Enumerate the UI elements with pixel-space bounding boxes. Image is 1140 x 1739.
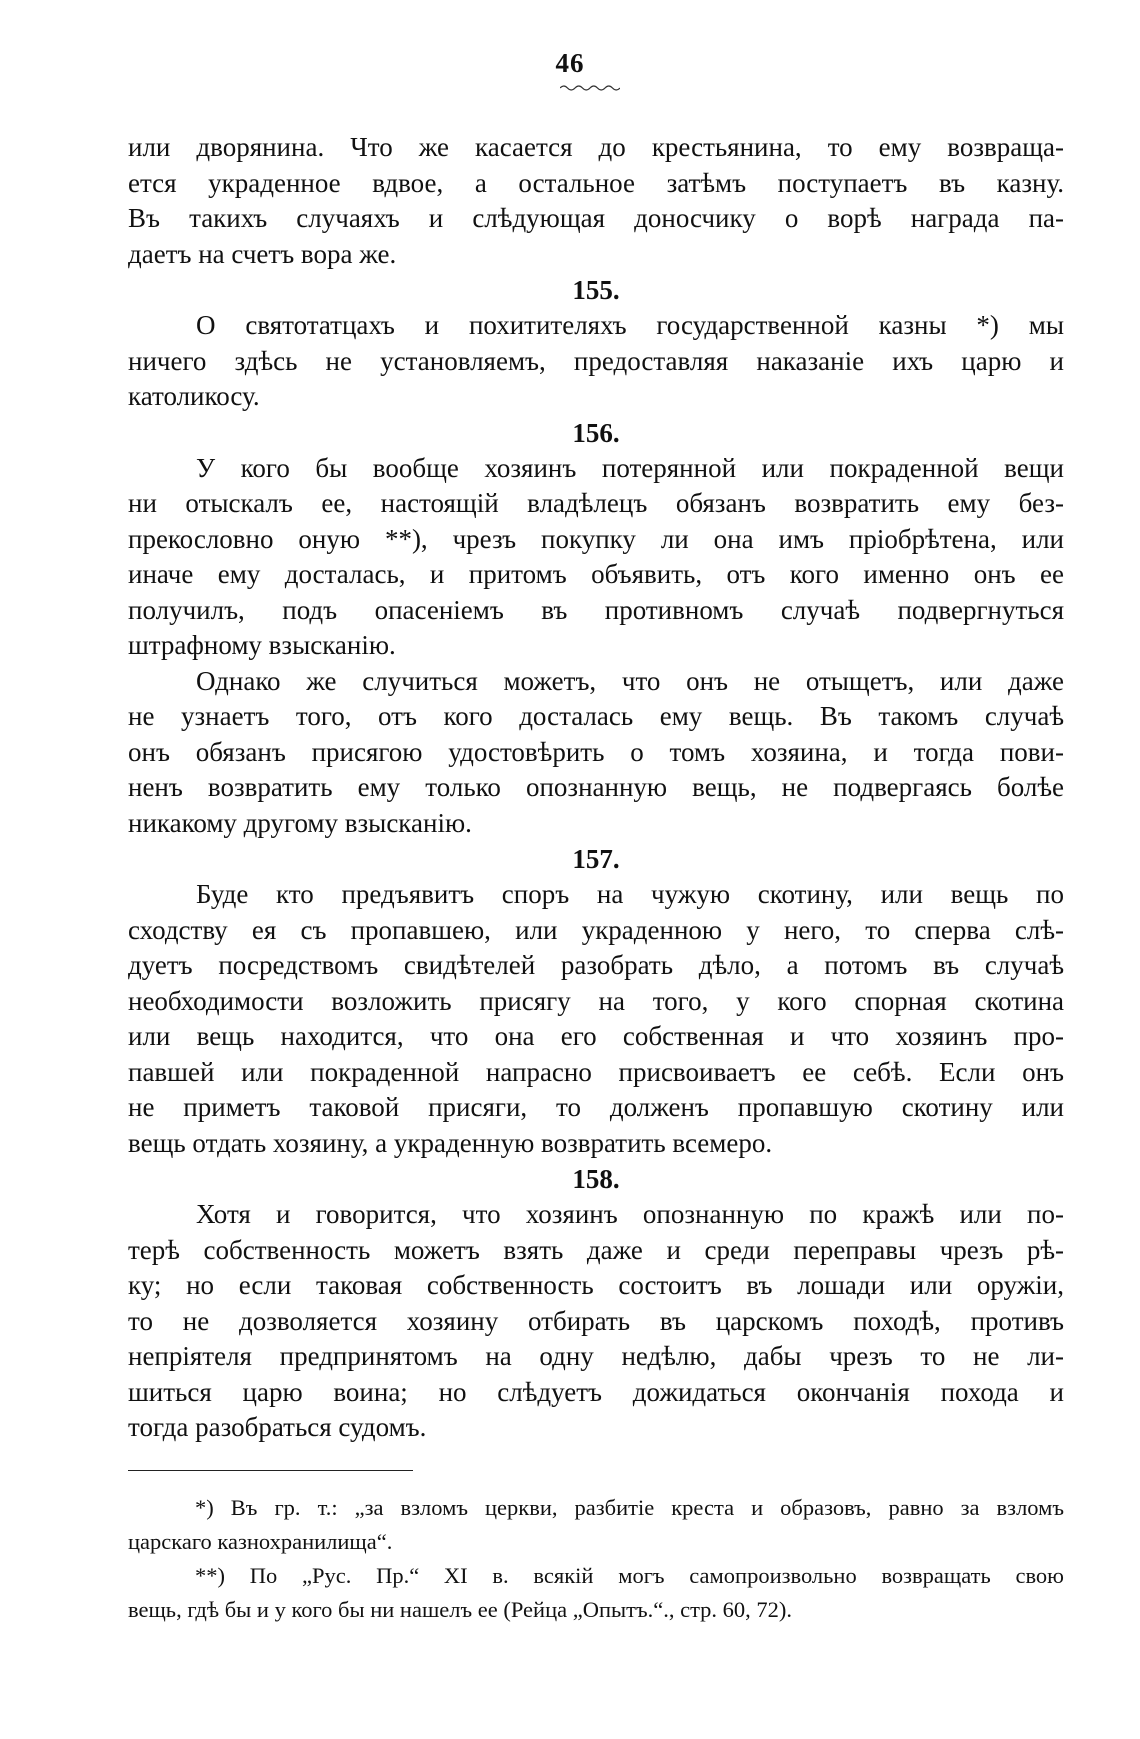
section-157 xyxy=(128,841,1064,1161)
text-line: никакому другому взысканію. xyxy=(128,807,472,838)
text-line: не узнаетъ того, отъ кого досталась ему вещь. Въ такомъ случаѣ xyxy=(128,701,1064,731)
footnotes xyxy=(128,1491,1064,1627)
text-line: павшей или покраденной напрасно присвоиваетъ ее себѣ. Если онъ xyxy=(128,1056,1064,1087)
text-line: ненъ возвратить ему только опознанную вещь, не подвергаясь болѣе xyxy=(128,772,1064,802)
page-number-ornament xyxy=(560,84,620,92)
text-line: тогда разобраться судомъ. xyxy=(128,1412,427,1442)
text-line: вещь отдать хозяину, а украденную возвратить всемеро. xyxy=(128,1127,773,1158)
main-text xyxy=(128,130,1064,1446)
section-number: 157. xyxy=(572,844,620,874)
section-155 xyxy=(128,272,1064,415)
text-line: шиться царю воина; но слѣдуетъ дожидаться окончанія похода и xyxy=(128,1376,1064,1407)
intro-paragraph xyxy=(128,130,1064,272)
footnote-divider xyxy=(128,1470,413,1471)
text-line: Въ такихъ случаяхъ и слѣдующая доносчику о ворѣ награда па- xyxy=(128,203,1064,233)
text-line: У кого бы вообще хозяинъ потерянной или покраденной вещи xyxy=(196,452,1064,483)
section-number: 158. xyxy=(572,1164,620,1194)
text-line: О святотатцахъ и похитителяхъ государственной казны *) мы xyxy=(196,310,1064,340)
text-line: иначе ему досталась, и притомъ объявить, отъ кого именно онъ ее xyxy=(128,559,1064,589)
text-line: даетъ на счетъ вора же. xyxy=(128,238,397,269)
text-line: ку; но если таковая собственность состоитъ въ лошади или оружіи, xyxy=(128,1270,1064,1300)
section-158 xyxy=(128,1161,1064,1446)
text-line: необходимости возложить присягу на того, у кого спорная скотина xyxy=(128,985,1064,1016)
footnote-line: царскаго казнохранилища“. xyxy=(128,1529,393,1554)
footnote-line: вещь, гдѣ бы и у кого бы ни нашелъ ее (Рейца „Опытъ.“., стр. 60, 72). xyxy=(128,1597,793,1622)
paragraph xyxy=(128,664,1064,842)
text-line: то не дозволяется хозяину отбирать въ царскомъ походѣ, противъ xyxy=(128,1305,1064,1336)
text-line: дуетъ посредствомъ свидѣтелей разобрать дѣло, а потомъ въ случаѣ xyxy=(128,950,1064,980)
text-line: или дворянина. Что же касается до крестьянина, то ему возвраща- xyxy=(128,132,1064,162)
paragraph xyxy=(128,877,1064,1161)
text-line: непріятеля предпринятомъ на одну недѣлю, дабы чрезъ то не ли- xyxy=(128,1341,1064,1371)
text-line: Однако же случиться можетъ, что онъ не отыщетъ, или даже xyxy=(196,665,1064,696)
section-number: 156. xyxy=(572,417,620,448)
text-line: ни отыскалъ ее, настоящій владѣлецъ обязанъ возвратить ему без- xyxy=(128,488,1064,518)
footnote-2 xyxy=(128,1559,1064,1627)
text-line: прекословно оную **), чрезъ покупку ли она имъ пріобрѣтена, или xyxy=(128,523,1064,554)
text-line: онъ обязанъ присягою удостовѣрить о томъ хозяина, и тогда пови- xyxy=(128,736,1064,767)
page-number: 46 xyxy=(555,48,585,78)
paragraph xyxy=(128,451,1064,664)
text-line: ничего здѣсь не установляемъ, предоставляя наказаніе ихъ царю и xyxy=(128,345,1064,376)
text-line: или вещь находится, что она его собственная и что хозяинъ про- xyxy=(128,1021,1064,1051)
footnote-line: *) Въ гр. т.: „за взломъ церкви, разбитіе креста и образовъ, равно за взломъ xyxy=(195,1495,1064,1520)
section-number: 155. xyxy=(572,275,620,305)
section-156 xyxy=(128,415,1064,842)
paragraph xyxy=(128,308,1064,415)
footnote-line: **) По „Рус. Пр.“ XI в. всякій могъ самопроизвольно возвращать свою xyxy=(195,1563,1064,1588)
text-line: терѣ собственность можетъ взять даже и среди переправы чрезъ рѣ- xyxy=(128,1234,1064,1265)
text-line: ется украденное вдвое, а остальное затѣмъ поступаетъ въ казну. xyxy=(128,167,1064,198)
footnote-1 xyxy=(128,1491,1064,1559)
text-line: католикосу. xyxy=(128,381,260,411)
text-line: Хотя и говорится, что хозяинъ опознанную по кражѣ или по- xyxy=(196,1199,1064,1229)
text-line: получилъ, подъ опасеніемъ въ противномъ случаѣ подвергнуться xyxy=(128,594,1064,625)
text-line: сходству ея съ пропавшею, или украденною у него, то сперва слѣ- xyxy=(128,914,1064,945)
text-line: Буде кто предъявитъ споръ на чужую скотину, или вещь по xyxy=(196,879,1064,909)
text-line: штрафному взысканію. xyxy=(128,630,396,660)
paragraph xyxy=(128,1197,1064,1446)
text-line: не приметъ таковой присяги, то долженъ пропавшую скотину или xyxy=(128,1092,1064,1122)
